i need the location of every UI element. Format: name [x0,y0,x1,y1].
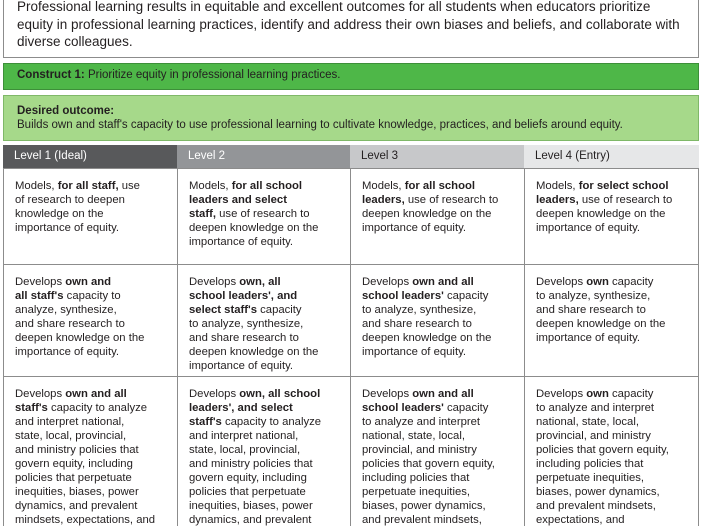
cell-text: state, local, provincial, [15,430,127,442]
cell-text: including policies that [362,472,470,484]
cell-text: and share research to [362,318,472,330]
cell-text: deepen knowledge on the [362,208,492,220]
cell-text: biases, power dynamics, [536,486,660,498]
cell-text: importance of equity. [536,222,641,234]
construct-label: Construct 1: [17,69,85,81]
cell-text: govern equity, including [189,472,307,484]
cell-text: mindsets, expectations, and [15,514,156,526]
cell-r2-c4 [524,265,699,376]
cell-r1-c2 [177,169,350,264]
cell-emphasis-text: staff's [189,416,222,428]
cell-text: deepen knowledge on the [189,346,319,358]
cell-r2-c2 [177,265,350,376]
cell-text: to analyze, synthesize, [189,318,304,330]
cell-r1-c1 [3,169,177,264]
cell-emphasis-text: own, all school [239,388,321,400]
cell-text: deepen knowledge on the [536,318,666,330]
cell-text: Develops [536,276,587,288]
cell-r1-c4 [524,169,699,264]
cell-text: Models, [15,180,58,192]
cell-emphasis-text: own [586,276,609,288]
cell-text: and share research to [536,304,646,316]
cell-text: deepen knowledge on the [15,332,145,344]
cell-emphasis-text: for all staff, [57,180,119,192]
cell-text: dynamics, and prevalent [189,514,312,526]
cell-text: biases, power dynamics, [362,500,486,512]
cell-text: capacity [608,388,654,400]
cell-text: analyze, synthesize, [15,304,117,316]
cell-text: knowledge on the [15,208,104,220]
cell-text: Develops [15,388,66,400]
cell-text: policies that perpetuate [15,472,132,484]
cell-text: importance of equity. [189,236,294,248]
cell-text: and interpret national, [189,430,299,442]
cell-text: capacity [608,276,654,288]
cell-emphasis-text: school leaders', and [189,290,298,302]
cell-text: importance of equity. [15,346,120,358]
cell-text: to analyze and interpret [362,416,481,428]
cell-text: provincial, and ministry [536,430,651,442]
cell-r3-c1 [3,377,177,526]
cell-text: provincial, and ministry [362,444,477,456]
cell-emphasis-text: leaders and select [189,194,287,206]
cell-emphasis-text: leaders, [536,194,579,206]
cell-text: use of research to [216,208,310,220]
cell-text: capacity [257,304,302,316]
cell-emphasis-text: own and all [412,276,474,288]
cell-text: use of research to [578,194,673,206]
cell-emphasis-text: leaders', and select [189,402,293,414]
cell-emphasis-text: all staff's [15,290,64,302]
cell-emphasis-text: for select school [578,180,669,192]
cell-text: state, local, provincial, [189,444,301,456]
cell-r1-c3 [350,169,524,264]
cell-text: perpetuate inequities, [362,486,471,498]
desired-outcome-text: Builds own and staff's capacity to use professional learning to cultivate knowledge, practices, and beliefs around equity. [17,119,623,131]
cell-r3-c3 [350,377,524,526]
cell-text: and prevalent mindsets, [362,514,482,526]
cell-emphasis-text: own and [65,276,112,288]
cell-emphasis-text: own [586,388,609,400]
construct-text: Prioritize equity in professional learning practices. [87,69,341,81]
cell-text: capacity to analyze [221,416,322,428]
cell-text: and ministry policies that [15,444,139,456]
cell-text: and prevalent mindsets, [536,500,656,512]
cell-text: and share research to [189,332,299,344]
cell-text: Develops [362,276,413,288]
cell-emphasis-text: leaders, [362,194,405,206]
cell-emphasis-text: for all school [404,180,476,192]
cell-text: importance of equity. [362,222,467,234]
level-3-header: Level 3 [350,145,524,168]
cell-text: to analyze, synthesize, [362,304,477,316]
cell-text: expectations, and [536,514,625,526]
cell-text: Develops [362,388,413,400]
cell-text: policies that govern equity, [536,444,669,456]
cell-text: to analyze and interpret [536,402,655,414]
cell-text: national, state, local, [362,430,465,442]
cell-text: Develops [15,276,66,288]
cell-text: Develops [536,388,587,400]
cell-text: perpetuate inequities, [536,472,645,484]
level-2-header: Level 2 [177,145,350,168]
cell-text: and interpret national, [15,416,125,428]
cell-text: capacity [443,290,489,302]
cell-emphasis-text: staff, [189,208,216,220]
cell-text: importance of equity. [362,346,467,358]
cell-r2-c3 [350,265,524,376]
cell-emphasis-text: own and all [412,388,474,400]
cell-text: national, state, local, [536,416,639,428]
cell-text: Models, [536,180,579,192]
desired-outcome-label: Desired outcome: [17,105,115,117]
cell-text: Models, [189,180,232,192]
cell-text: capacity to analyze [47,402,148,414]
cell-text: Develops [189,388,240,400]
desired-outcome-bar [3,95,699,141]
construct-bar [3,63,699,90]
cell-emphasis-text: for all school [231,180,303,192]
cell-text: capacity to [63,290,121,302]
cell-text: use of research to [404,194,499,206]
cell-text: importance of equity. [536,332,641,344]
cell-text: and share research to [15,318,125,330]
cell-r2-c1 [3,265,177,376]
cell-emphasis-text: school leaders' [362,290,444,302]
cell-text: Develops [189,276,240,288]
cell-text: inequities, biases, power [15,486,139,498]
cell-text: to analyze, synthesize, [536,290,651,302]
cell-r3-c4 [524,377,699,526]
cell-text: and ministry policies that [189,458,313,470]
cell-text: govern equity, including [15,458,133,470]
level-4-header: Level 4 (Entry) [524,145,699,168]
cell-text: dynamics, and prevalent [15,500,138,512]
intro-paragraph: Professional learning results in equitable and excellent outcomes for all students when educators prioritize equity in professional learning practices, identify and address their own biases and beliefs, and collaborate with diverse colleagues. [3,0,699,58]
cell-text: use [118,180,140,192]
cell-emphasis-text: school leaders' [362,402,444,414]
cell-text: including policies that [536,458,644,470]
cell-emphasis-text: own and all [65,388,127,400]
levels-table [3,145,699,526]
cell-text: inequities, biases, power [189,500,313,512]
level-1-header: Level 1 (Ideal) [3,145,177,168]
cell-text: importance of equity. [15,222,120,234]
cell-text: policies that perpetuate [189,486,306,498]
cell-text: deepen knowledge on the [362,332,492,344]
cell-emphasis-text: select staff's [189,304,257,316]
cell-r3-c2 [177,377,350,526]
cell-text: policies that govern equity, [362,458,495,470]
cell-text: deepen knowledge on the [536,208,666,220]
cell-text: capacity [443,402,489,414]
cell-text: of research to deepen [15,194,125,206]
cell-emphasis-text: staff's [15,402,48,414]
cell-text: importance of equity. [189,360,294,372]
cell-emphasis-text: own, all [239,276,281,288]
cell-text: deepen knowledge on the [189,222,319,234]
cell-text: Models, [362,180,405,192]
